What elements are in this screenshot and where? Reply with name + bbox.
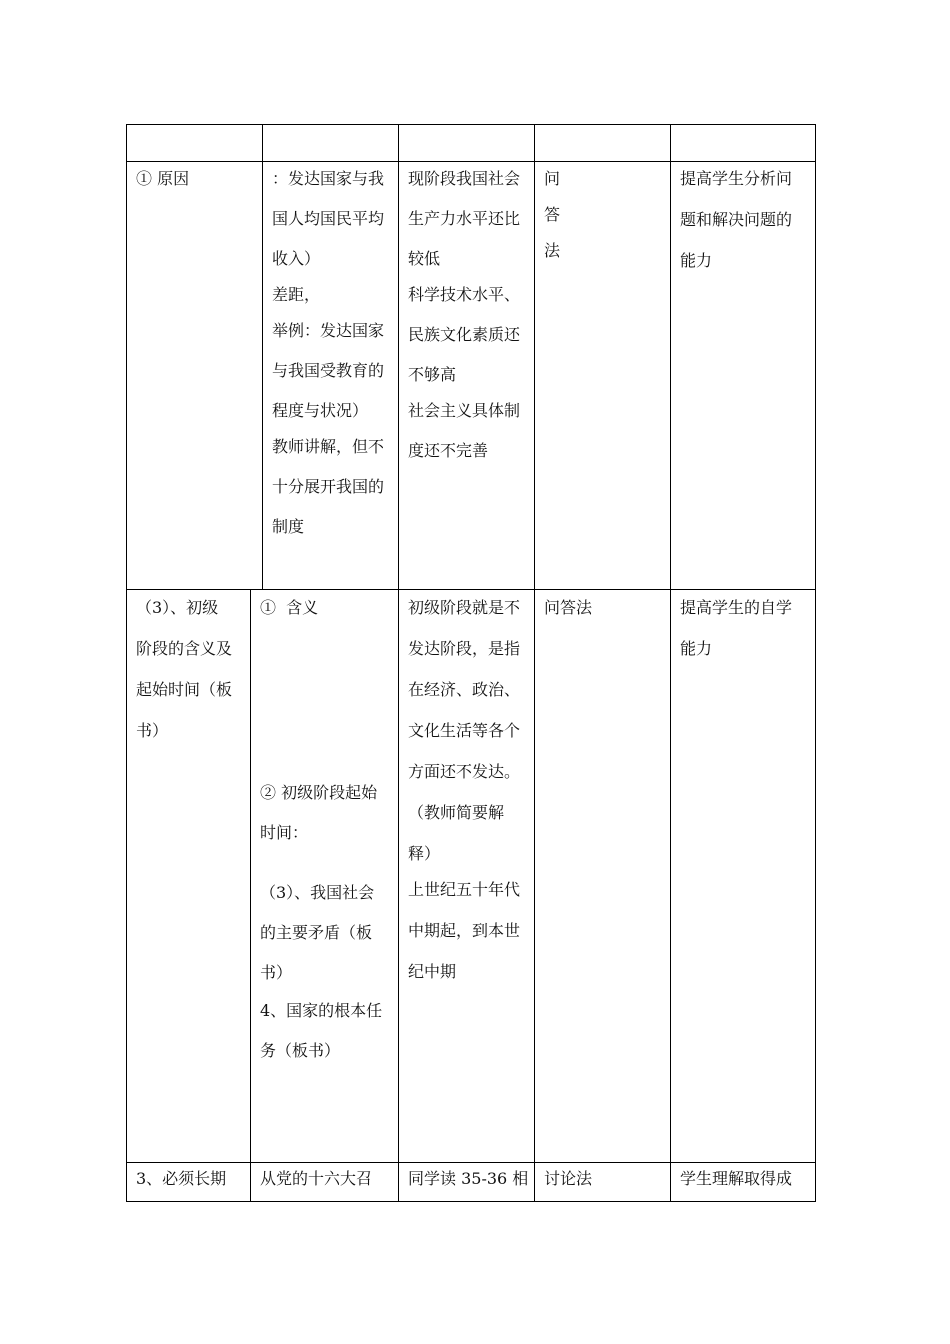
- row-divider: [126, 1162, 816, 1163]
- table-border-bottom: [126, 1201, 816, 1202]
- table-border-top: [126, 124, 816, 125]
- column-divider: [398, 124, 399, 1202]
- cell-line: 阶段的含义及: [136, 639, 233, 658]
- column-divider: [534, 124, 535, 1202]
- row2-col1: [136, 595, 232, 741]
- cell-line: 提高学生分析问: [680, 169, 793, 188]
- cell-line: 教师讲解，但不: [272, 437, 385, 456]
- cell-line: 书）: [136, 721, 169, 740]
- cell-line: 起始时间（板: [136, 680, 233, 699]
- row2-col2-rest: [260, 780, 382, 1078]
- cell-line: 答: [544, 205, 561, 224]
- cell-line: （3）、我国社会: [260, 883, 375, 902]
- cell-line: 法: [544, 241, 561, 260]
- row2-col2-meaning: [260, 595, 318, 618]
- cell-line: 时间：: [260, 823, 309, 842]
- cell-line: 较低: [408, 249, 441, 268]
- cell-line: 3、必须长期: [136, 1169, 227, 1188]
- table-border-right: [815, 124, 816, 1202]
- cell-line: 释）: [408, 844, 441, 863]
- row-divider: [126, 161, 816, 162]
- cell-line: 讨论法: [544, 1169, 593, 1188]
- table-border-left: [126, 124, 127, 1202]
- cell-line: ：发达国家与我: [272, 169, 385, 188]
- cell-line: 学生理解取得成: [680, 1169, 793, 1188]
- cell-line: 发达阶段，是指: [408, 639, 521, 658]
- cell-line: 中期起，到本世: [408, 921, 521, 940]
- cell-line: 从党的十六大召: [260, 1169, 373, 1188]
- cell-line: 差距，: [272, 285, 321, 304]
- column-divider: [250, 589, 251, 1202]
- cell-line: 初级阶段就是不: [408, 598, 521, 617]
- cell-line: 十分展开我国的: [272, 477, 385, 496]
- cell-line: 题和解决问题的: [680, 210, 793, 229]
- row3-col2: [260, 1166, 372, 1189]
- cell-line: 生产力水平还比: [408, 209, 521, 228]
- cell-line: ① 原因: [136, 169, 190, 188]
- cell-line: 社会主义具体制: [408, 401, 521, 420]
- cell-line: 问答法: [544, 598, 593, 617]
- cell-line: 科学技术水平、: [408, 285, 521, 304]
- row2-col3: [408, 595, 520, 1000]
- cell-line: 的主要矛盾（板: [260, 923, 373, 942]
- row3-col4: [544, 1166, 592, 1189]
- row1-col2: [272, 166, 384, 554]
- row1-col3: [408, 166, 520, 478]
- cell-line: 能力: [680, 639, 713, 658]
- cell-line: 文化生活等各个: [408, 721, 521, 740]
- column-divider: [262, 124, 263, 590]
- cell-line: 举例：发达国家: [272, 321, 385, 340]
- row3-col1: [136, 1166, 226, 1189]
- cell-line: 不够高: [408, 365, 457, 384]
- row1-col5: [680, 166, 792, 271]
- cell-line: 在经济、政治、: [408, 680, 521, 699]
- row-divider: [126, 589, 816, 590]
- cell-line: 程度与状况）: [272, 401, 369, 420]
- cell-line: 纪中期: [408, 962, 457, 981]
- cell-line: 制度: [272, 517, 305, 536]
- cell-line: 务（板书）: [260, 1041, 341, 1060]
- row3-col5: [680, 1166, 792, 1189]
- cell-line: 度还不完善: [408, 441, 489, 460]
- cell-line: ① 含义: [260, 598, 319, 617]
- column-divider: [670, 124, 671, 1202]
- row2-col5: [680, 595, 792, 659]
- row1-col1: [136, 166, 189, 189]
- cell-line: 国人均国民平均: [272, 209, 385, 228]
- row3-col3: [408, 1166, 528, 1189]
- cell-line: 4、国家的根本任: [260, 1001, 383, 1020]
- row2-col4: [544, 595, 592, 618]
- cell-line: 方面还不发达。: [408, 762, 521, 781]
- cell-line: 民族文化素质还: [408, 325, 521, 344]
- cell-line: 与我国受教育的: [272, 361, 385, 380]
- cell-line: 现阶段我国社会: [408, 169, 521, 188]
- cell-line: （教师简要解: [408, 803, 505, 822]
- cell-line: 问: [544, 169, 561, 188]
- cell-line: 能力: [680, 251, 713, 270]
- row1-col4: [544, 166, 560, 261]
- cell-line: 书）: [260, 963, 293, 982]
- cell-line: 提高学生的自学: [680, 598, 793, 617]
- cell-line: 同学读 35-36 相: [408, 1169, 529, 1188]
- cell-line: （3）、初级: [136, 598, 219, 617]
- cell-line: ② 初级阶段起始: [260, 783, 378, 802]
- cell-line: 收入）: [272, 249, 321, 268]
- cell-line: 上世纪五十年代: [408, 880, 521, 899]
